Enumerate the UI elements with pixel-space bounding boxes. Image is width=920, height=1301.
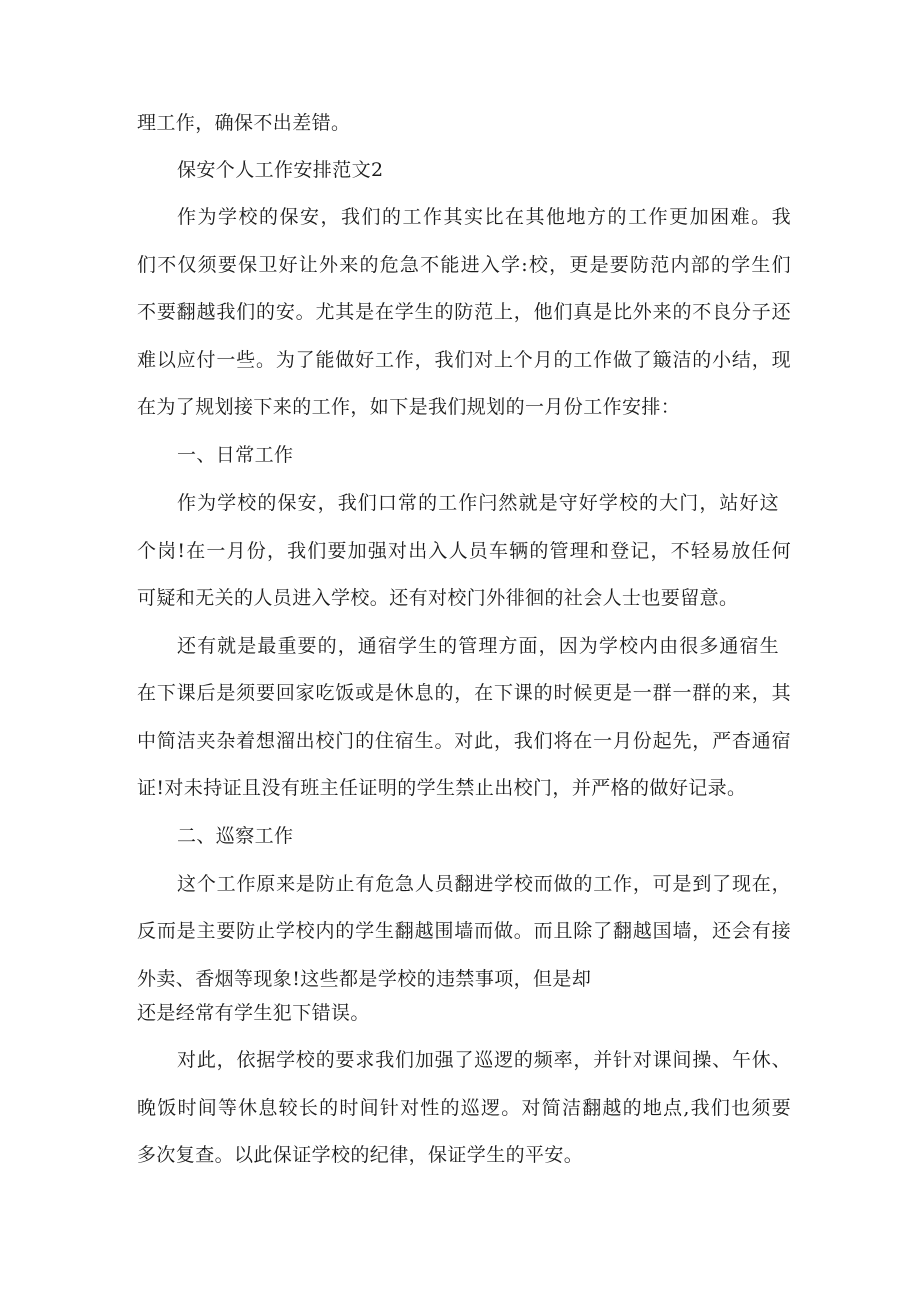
paragraph-line: 作为学校的保安，我们口常的工作闩然就是守好学校的大门，站好这 (177, 492, 779, 514)
paragraph-line: 作为学校的保安，我们的工作其实比在其他地方的工作更加困难。我 (177, 206, 791, 228)
paragraph-line: 多次复查。以此保证学校的纪律，保证学生的平安。 (137, 1144, 584, 1166)
paragraph-line: 还有就是最重要的，通宿学生的管理方面，因为学校内由很多通宿生 (177, 635, 779, 657)
paragraph-line: 这个工作原来是防止有危急人员翻进学校而做的工作，可是到了现在， (177, 873, 791, 895)
paragraph-line: 证!对未持证且没有班主任证明的学生禁止出校门，并严格的做好记录。 (137, 777, 747, 799)
paragraph-line: 中简洁夹杂着想溜出校门的住宿生。对此，我们将在一月份起先，严杳通宿 (137, 730, 791, 752)
paragraph-line: 还是经常有学生犯下错误。 (137, 1002, 370, 1024)
paragraph-line: 在为了规划接下来的工作，如下是我们规划的一月份工作安排： (137, 396, 681, 418)
section-heading: 保安个人工作安排范文2 (177, 159, 384, 181)
paragraph-line: 们不仅须要保卫好让外来的危急不能进入学:校，更是要防范内部的学生们 (137, 254, 791, 276)
section-heading: 一、日常工作 (177, 444, 294, 466)
paragraph-line: 难以应付一些。为了能做好工作，我们对上个月的工作做了簸洁的小结，现 (137, 349, 791, 371)
paragraph-line: 晚饭时间等休息较长的时间针对性的巡逻。对简洁翻越的地点,我们也须要 (137, 1097, 791, 1119)
paragraph-line: 不要翻越我们的安。尤其是在学生的防范上，他们真是比外来的不良分子还 (137, 301, 791, 323)
text-line: 理工作，确保不出差错。 (137, 112, 351, 134)
paragraph-line: 对此，依据学校的要求我们加强了巡逻的频率，并针对课间操、午休、 (177, 1049, 791, 1071)
paragraph-line: 可疑和无关的人员进入学校。还有对校门外徘徊的社会人士也要留意。 (137, 587, 739, 609)
paragraph-line: 在下课后是须要回家吃饭或是休息的，在下课的时候更是一群一群的来，其 (137, 682, 791, 704)
paragraph-line: 个岗!在一月份，我们要加强对出入人员车辆的管理和登记，不轻易放任何 (137, 540, 791, 562)
paragraph-line: 反而是主要防止学校内的学生翻越围墙而做。而且除了翻越国墙，还会有接 (137, 920, 791, 942)
section-heading: 二、巡察工作 (177, 825, 294, 847)
paragraph-line: 外卖、香烟等现象!这些都是学校的违禁事项，但是却 (137, 968, 592, 990)
